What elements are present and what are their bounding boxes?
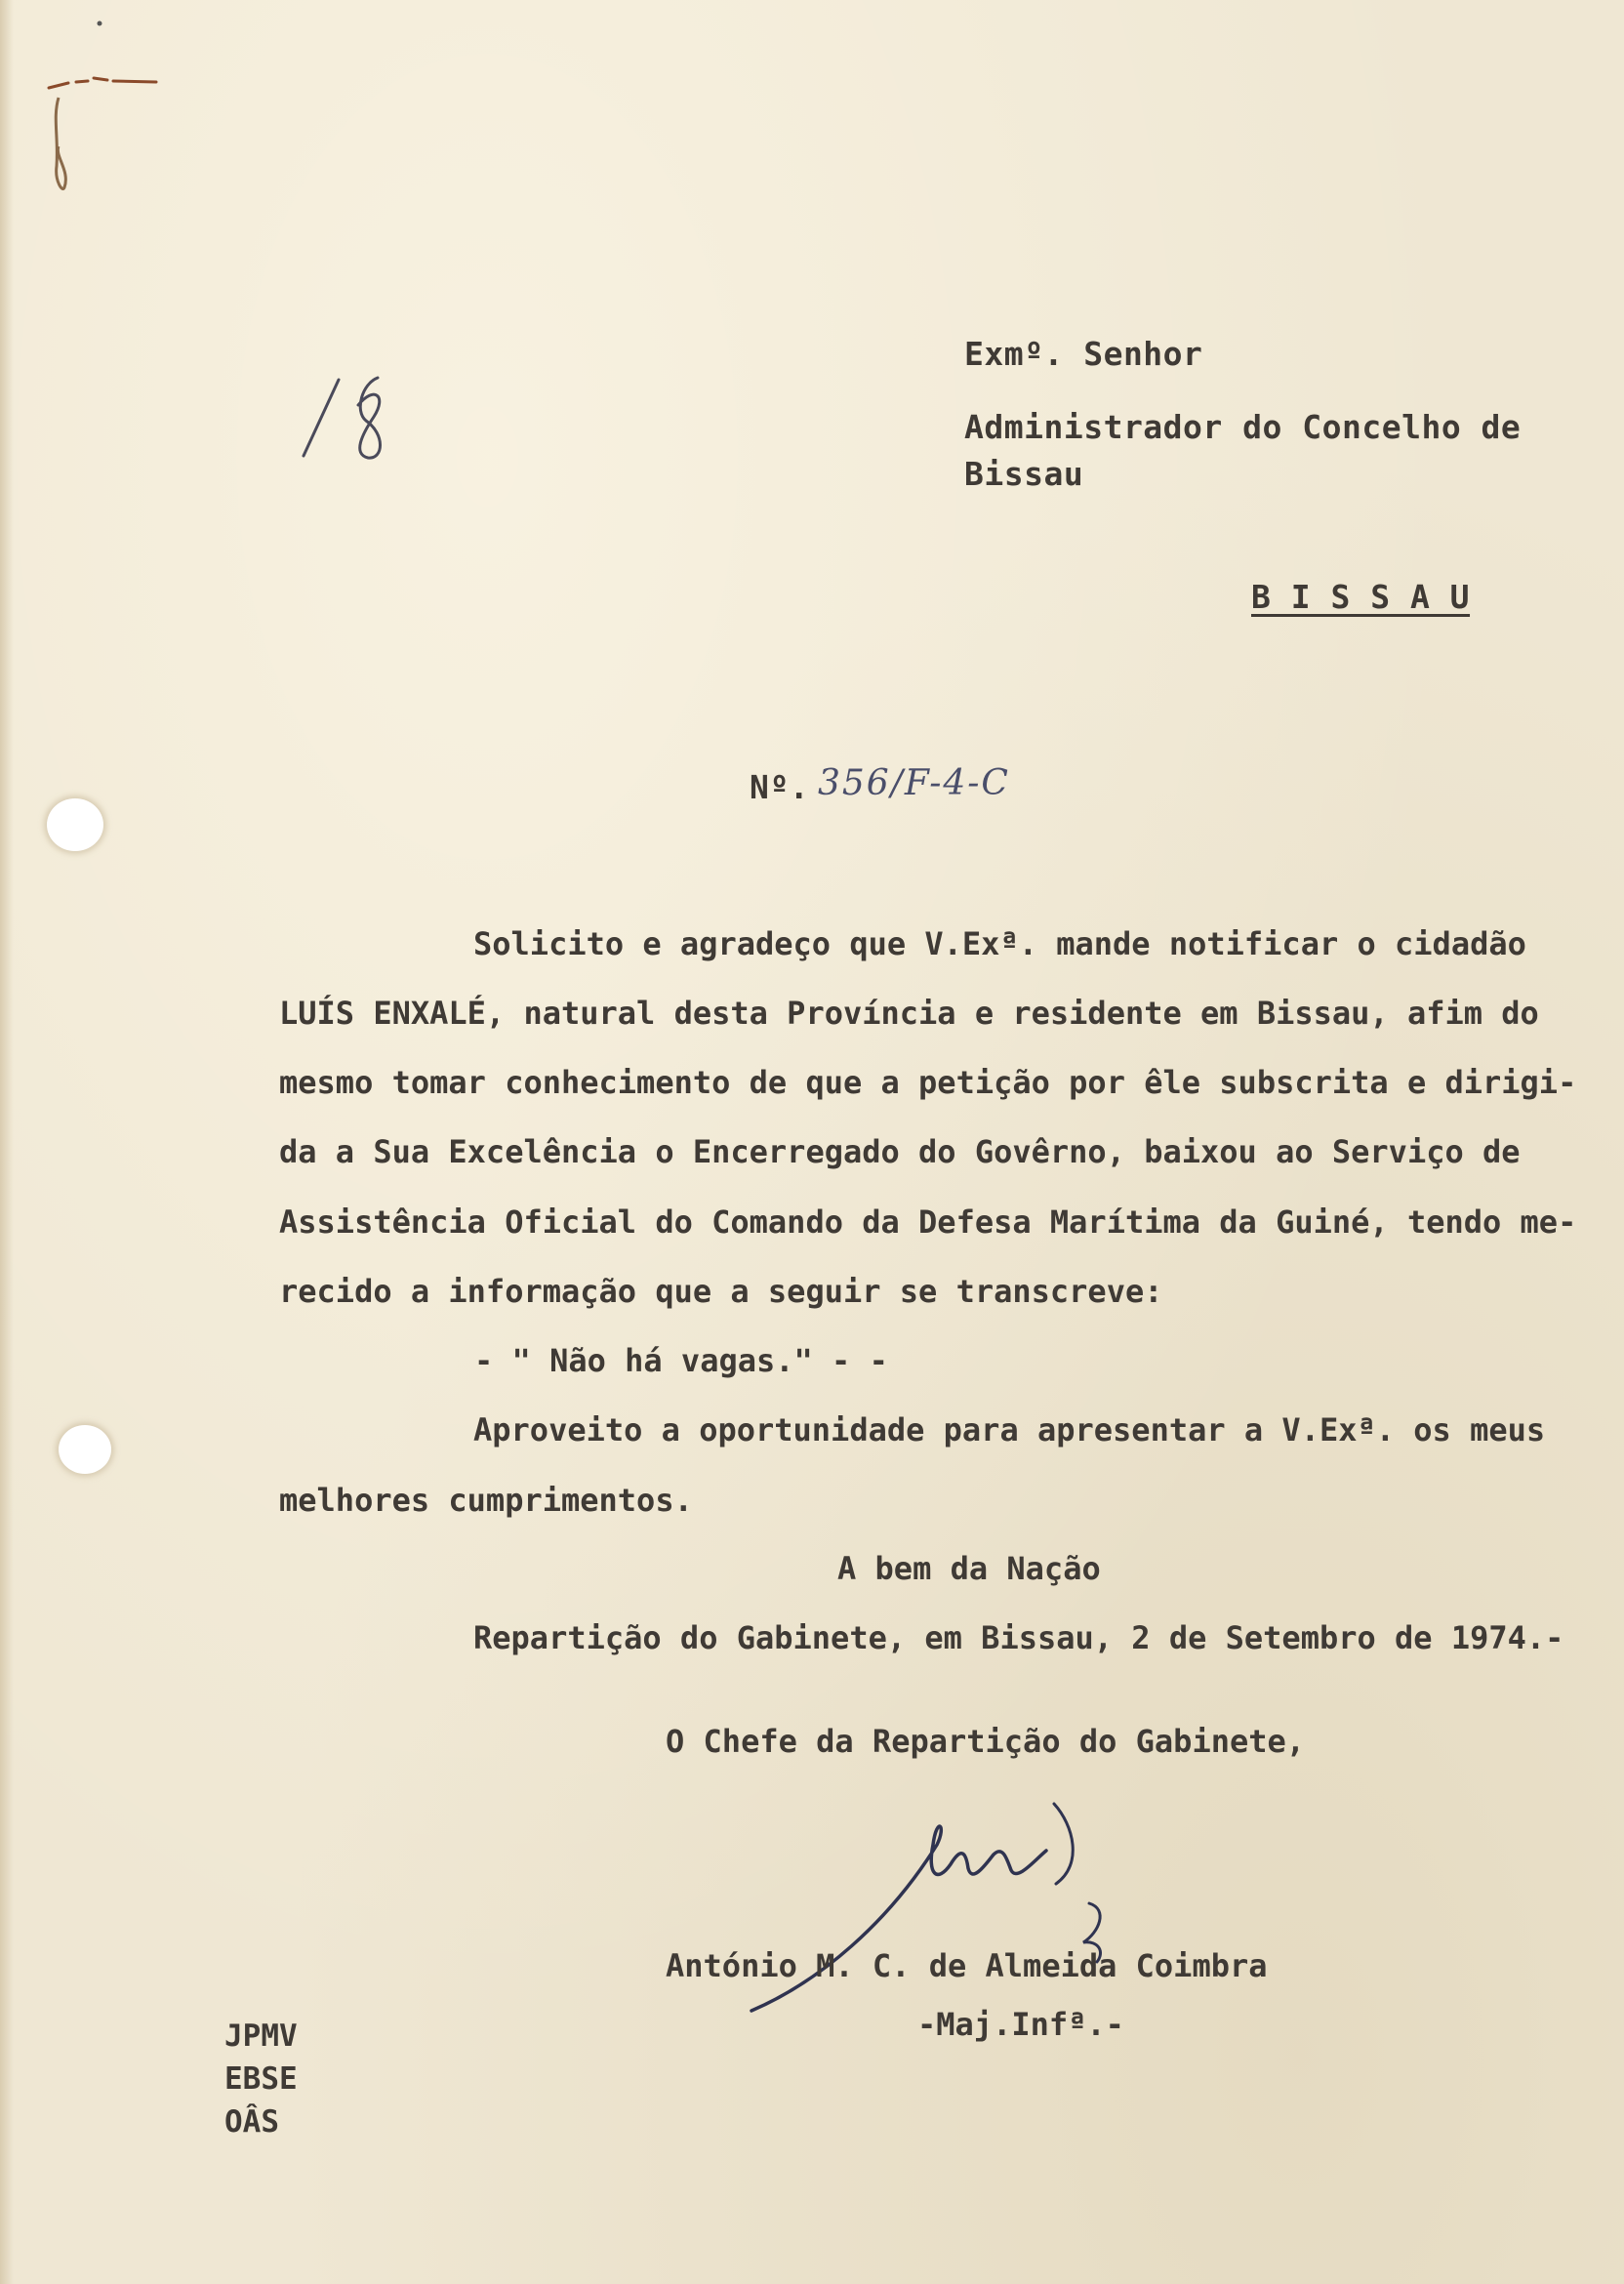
folio-mark-drawing: [298, 366, 405, 464]
signatory-name: António M. C. de Almeida Coimbra: [666, 1947, 1268, 1984]
body-line-9: melhores cumprimentos.: [279, 1482, 693, 1519]
punch-hole-upper: [47, 798, 103, 851]
recipient-title-line1: Administrador do Concelho de: [964, 408, 1522, 446]
signatory-rank: -Maj.Infª.-: [917, 2006, 1124, 2043]
reference-handwritten: 356/F-4-C: [818, 763, 1010, 803]
paper-edge: [0, 0, 14, 2284]
initials-1: JPMV: [224, 2019, 298, 2054]
closing-place-date: Repartição do Gabinete, em Bissau, 2 de Setembro de 1974.-: [473, 1619, 1564, 1656]
body-line-1: Solicito e agradeço que V.Exª. mande notificar o cidadão: [473, 925, 1526, 962]
initials-2: EBSE: [224, 2061, 298, 2097]
body-line-6: recido a informação que a seguir se transcreve:: [279, 1273, 1163, 1310]
reference-prefix: Nº.: [750, 768, 810, 806]
body-line-7: - " Não há vagas." - -: [474, 1342, 888, 1379]
closing-role: O Chefe da Repartição do Gabinete,: [666, 1723, 1306, 1760]
body-line-4: da a Sua Excelência o Encerregado do Govêrno, baixou ao Serviço de: [279, 1133, 1521, 1170]
closing-motto: A bem da Nação: [837, 1550, 1101, 1587]
punch-hole-lower: [59, 1425, 111, 1474]
recipient-city: B I S S A U: [1251, 578, 1471, 616]
body-line-3: mesmo tomar conhecimento de que a petição por êle subscrita e dirigi-: [279, 1064, 1577, 1101]
pencil-marks: [29, 10, 224, 224]
salutation: Exmº. Senhor: [964, 335, 1203, 373]
body-line-2: LUÍS ENXALÉ, natural desta Província e residente em Bissau, afim do: [279, 995, 1539, 1032]
recipient-title-line2: Bissau: [964, 455, 1084, 493]
body-line-5: Assistência Oficial do Comando da Defesa Marítima da Guiné, tendo me-: [279, 1203, 1577, 1241]
body-line-8: Aproveito a oportunidade para apresentar a V.Exª. os meus: [473, 1411, 1546, 1448]
initials-3: OÂS: [224, 2104, 279, 2140]
